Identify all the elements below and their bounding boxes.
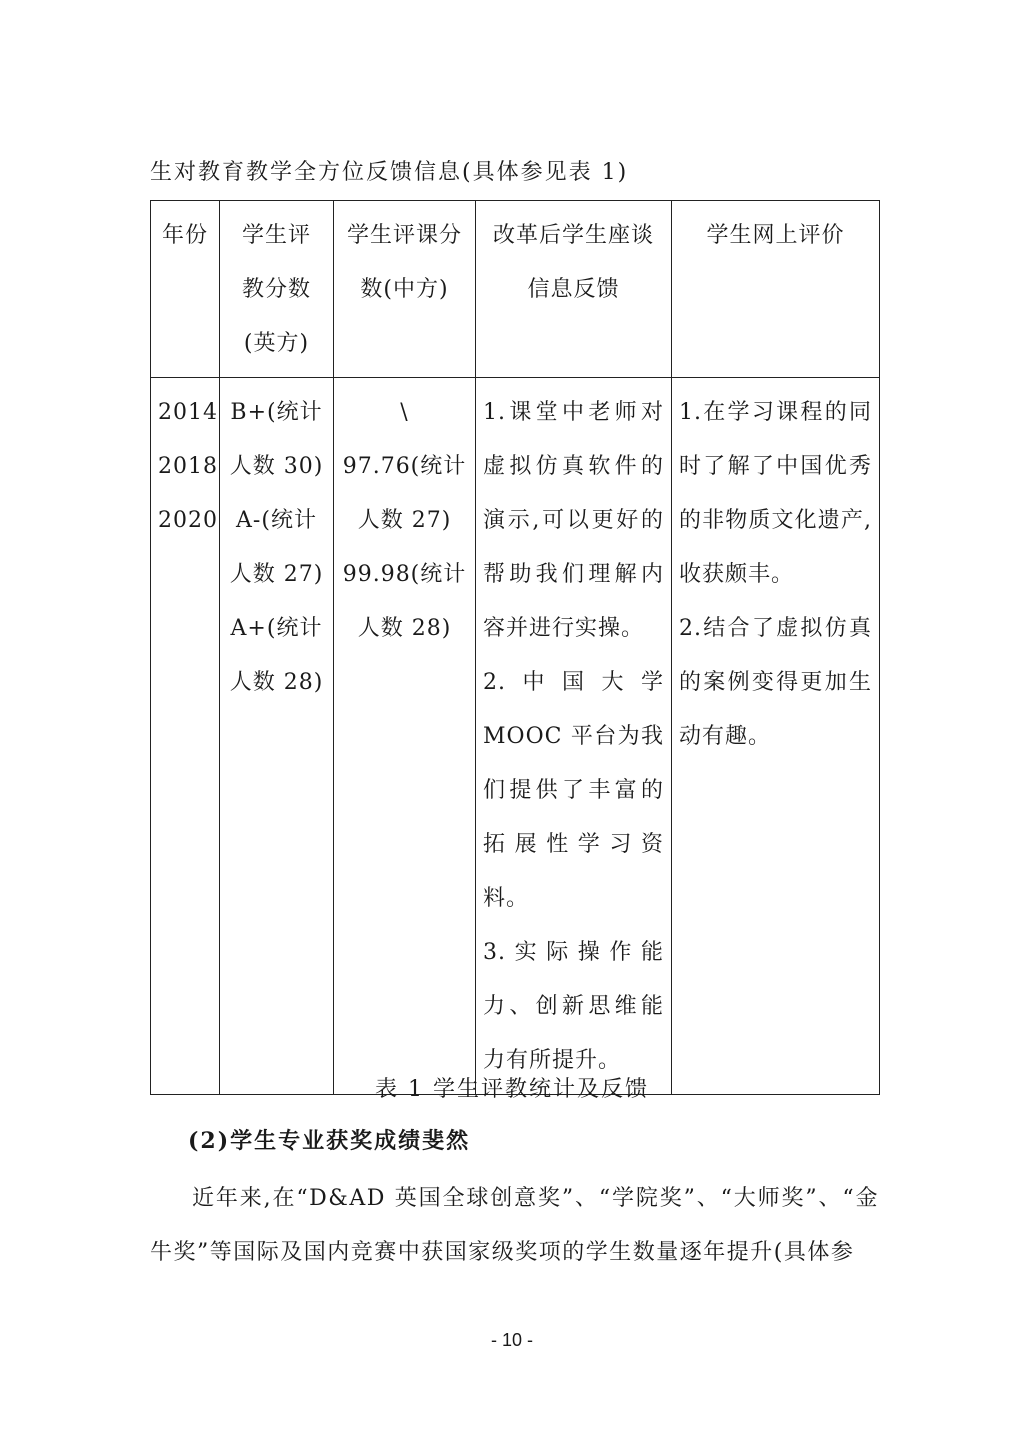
cell-online-review bbox=[672, 378, 880, 1095]
score-line: 人数 27) bbox=[229, 562, 324, 587]
page-number: - 10 - bbox=[490, 1330, 533, 1350]
header-line: 学生评 bbox=[241, 223, 311, 248]
intro-text: 生对教育教学全方位反馈信息(具体参见表 1) bbox=[150, 160, 629, 185]
feedback-item: 3.实际操作能力、创新思维能力有所提升。 bbox=[483, 940, 664, 1073]
cell-years bbox=[151, 378, 220, 1095]
table-row bbox=[151, 378, 880, 1095]
section-subheading: (2)学生专业获奖成绩斐然 bbox=[188, 1128, 471, 1154]
score-line: B+(统计 bbox=[230, 400, 323, 425]
cell-teaching-score bbox=[220, 378, 334, 1095]
score-line: \ bbox=[400, 400, 409, 425]
header-line: 改革后学生座谈 bbox=[492, 223, 654, 248]
header-course-score bbox=[334, 201, 476, 378]
score-line: 97.76(统计 bbox=[342, 454, 467, 479]
cell-course-score bbox=[334, 378, 476, 1095]
header-teaching-score bbox=[220, 201, 334, 378]
body-paragraph: 近年来,在“D&AD 英国全球创意奖”、“学院奖”、“大师奖”、“金牛奖”等国际及国内竞赛中获国家级奖项的学生数量逐年提升(具体参 bbox=[150, 1186, 879, 1265]
year-value: 2020 bbox=[158, 508, 218, 533]
score-line: 人数 28) bbox=[357, 616, 452, 641]
header-line: 信息反馈 bbox=[527, 277, 620, 302]
header-online-review bbox=[672, 201, 880, 378]
year-value: 2018 bbox=[158, 454, 218, 479]
evaluation-table bbox=[150, 200, 880, 1095]
feedback-item: 1.课堂中老师对虚拟仿真软件的演示,可以更好的帮助我们理解内容并进行实操。 bbox=[483, 400, 664, 641]
score-line: A-(统计 bbox=[236, 508, 317, 533]
score-line: 人数 28) bbox=[229, 670, 324, 695]
header-line: 年份 bbox=[161, 223, 208, 248]
score-line: 99.98(统计 bbox=[342, 562, 467, 587]
score-line: A+(统计 bbox=[230, 616, 323, 641]
header-line: 学生网上评价 bbox=[706, 223, 845, 248]
header-line: (英方) bbox=[243, 331, 310, 356]
header-line: 数(中方) bbox=[360, 277, 449, 302]
header-forum-feedback bbox=[476, 201, 672, 378]
review-item: 2.结合了虚拟仿真的案例变得更加生动有趣。 bbox=[679, 616, 872, 749]
header-line: 教分数 bbox=[241, 277, 311, 302]
table-caption: 表 1 学生评教统计及反馈 bbox=[375, 1077, 649, 1102]
feedback-item: 2.中国大学 MOOC 平台为我们提供了丰富的拓展性学习资料。 bbox=[483, 670, 664, 911]
year-value: 2014 bbox=[158, 400, 218, 425]
score-line: 人数 27) bbox=[357, 508, 452, 533]
header-year bbox=[151, 201, 220, 378]
cell-forum-feedback bbox=[476, 378, 672, 1095]
score-line: 人数 30) bbox=[229, 454, 324, 479]
table-header-row bbox=[151, 201, 880, 378]
header-line: 学生评课分 bbox=[346, 223, 462, 248]
review-item: 1.在学习课程的同时了解了中国优秀的非物质文化遗产,收获颇丰。 bbox=[679, 400, 872, 587]
